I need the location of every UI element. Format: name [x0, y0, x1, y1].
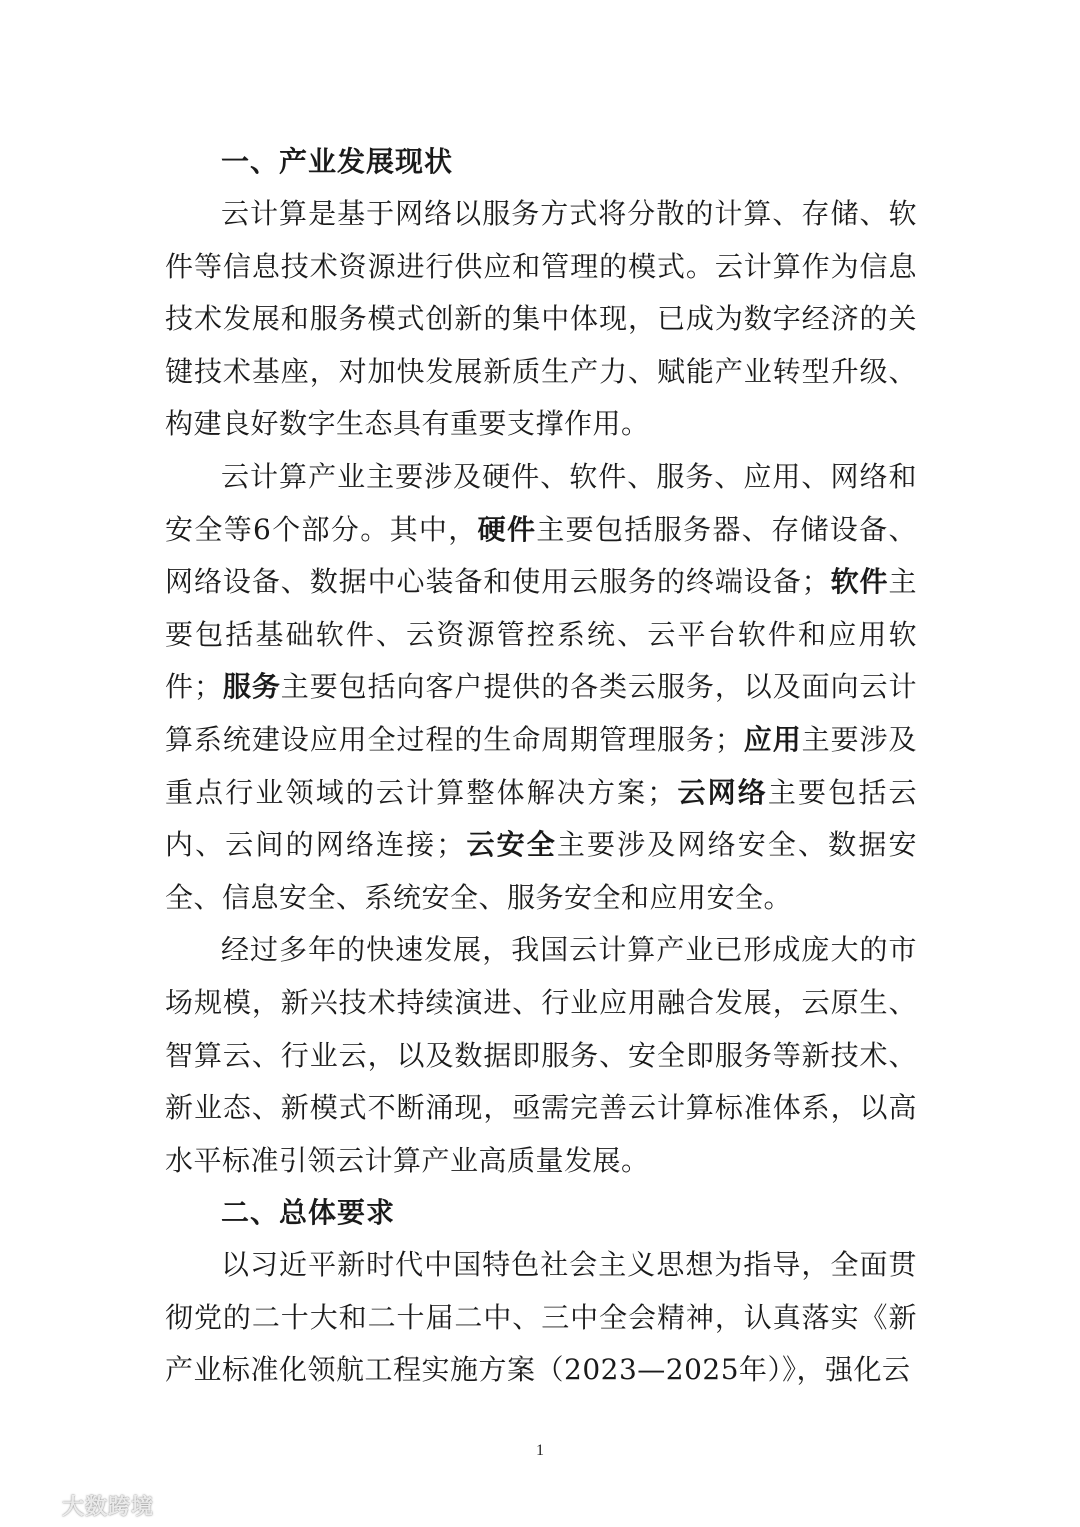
- text-run: 主要涉及网络安全、数据安全、信息安全、系统安全、服务安全和应用安全。: [165, 828, 917, 914]
- text-run: 经过多年的快速发展，我国云计算产业已形成庞大的市场规模，新兴技术持续演进、行业应用融合发展，云原生、智算云、行业云，以及数据即服务、安全即服务等新技术、新业态、新模式不断涌现，亟需完善云计算标准体系，以高水平标准引领云计算产业高质量发展。: [165, 933, 917, 1177]
- text-run: 主要包括服务器、存储设备、网络设备、数据中心装备和使用云服务的终端设备；: [165, 512, 917, 599]
- section-heading: 二、总体要求: [221, 1196, 396, 1230]
- body-paragraph: [165, 451, 917, 924]
- watermark-text: 大数跨境: [62, 1495, 155, 1520]
- text-run: 主要包括基础软件、云资源管控系统、云平台软件和应用软件；: [165, 565, 917, 704]
- body-paragraph: [165, 1239, 917, 1397]
- text-run: 以习近平新时代中国特色社会主义思想为指导，全面贯彻党的二十大和二十届二中、三中全会精神，认真落实《新产业标准化领航工程实施方案（2023—2025年）》，强化云: [165, 1248, 917, 1387]
- bold-term: 应用: [743, 722, 802, 756]
- watermark: [12, 1490, 154, 1521]
- bold-term: 云网络: [675, 775, 768, 809]
- text-run: 主要包括向客户提供的各类云服务，以及面向云计算系统建设应用全过程的生命周期管理服务；: [165, 670, 917, 756]
- body-paragraph: [165, 188, 917, 451]
- text-run: 主要包括云内、云间的网络连接；: [165, 775, 917, 862]
- text-run: 云计算是基于网络以服务方式将分散的计算、存储、软件等信息技术资源进行供应和管理的模式。云计算作为信息技术发展和服务模式创新的集中体现，已成为数字经济的关键技术基座，对加快发展新质生产力、赋能产业转型升级、构建良好数字生态具有重要支撑作用。: [165, 197, 917, 441]
- bold-term: 服务: [222, 670, 281, 704]
- bold-term: 软件: [830, 565, 889, 599]
- weibo-logo-icon: [12, 1493, 56, 1519]
- document-body: [165, 136, 917, 1397]
- body-paragraph: [165, 924, 917, 1187]
- page-number: 1: [536, 1442, 544, 1459]
- bold-term: 硬件: [477, 512, 537, 546]
- text-run: 云计算产业主要涉及硬件、软件、服务、应用、网络和安全等6个部分。其中，: [165, 459, 917, 546]
- bold-term: 云安全: [464, 828, 557, 862]
- section-heading: 一、产业发展现状: [221, 145, 454, 178]
- text-run: 主要涉及重点行业领域的云计算整体解决方案；: [165, 722, 917, 809]
